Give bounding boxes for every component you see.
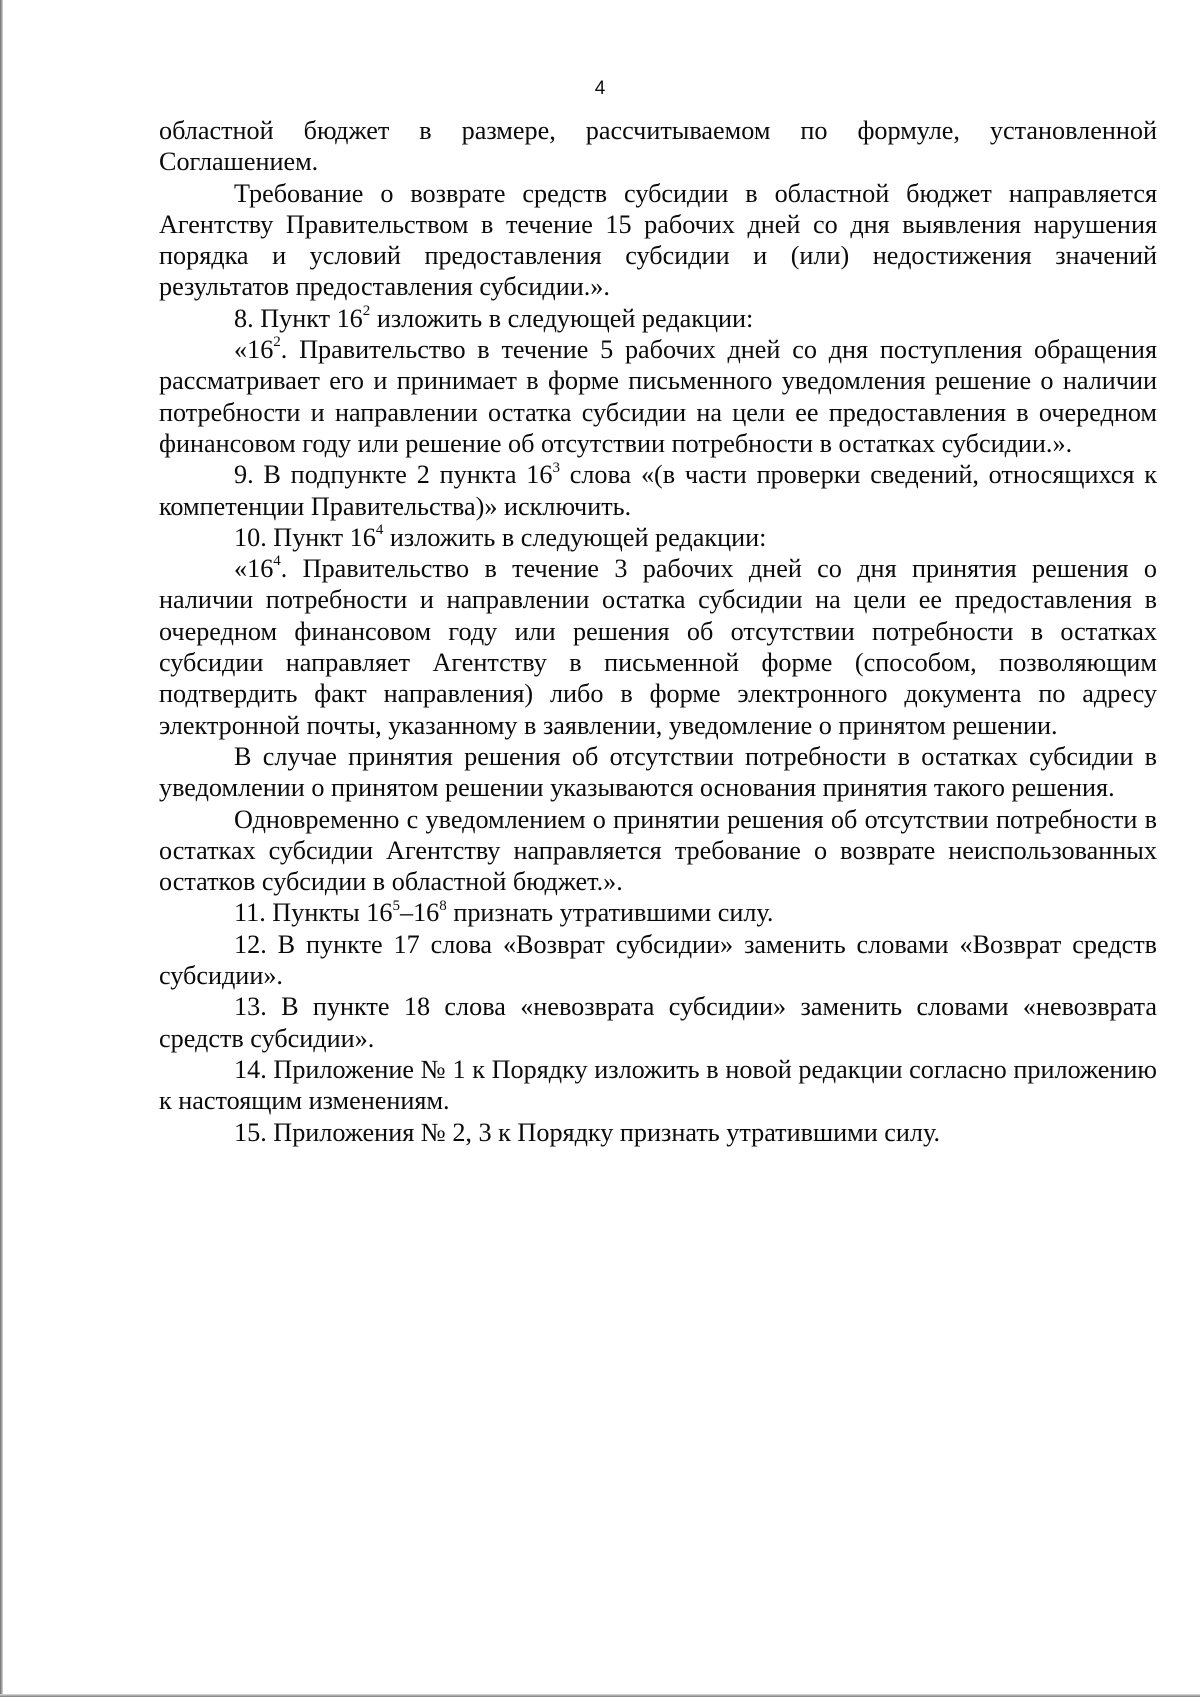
paragraph-p1 <box>159 115 1157 178</box>
paragraph-text: областной бюджет в размере, рассчитываемом по формуле, установленной Соглашением. <box>159 116 1157 177</box>
paragraph-p11 <box>159 929 1157 992</box>
superscript: 3 <box>552 459 560 476</box>
superscript: 2 <box>362 303 371 320</box>
page-number: 4 <box>594 78 606 99</box>
paragraph-text: 9. В подпункте 2 пункта 16 <box>234 460 553 490</box>
paragraph-text: В случае принятия решения об отсутствии потребности в остатках субсидии в уведомлении о принятом решении указываются основания принятия такого решения. <box>159 741 1157 803</box>
paragraph-text: . Правительство в течение 3 рабочих дней со дня принятия решения о наличии потребности и направлении остатка субсидии на цели ее предоставления в очередном финансовом году или решения об отсутствии потребности в остатках субсидии направляет Агентству в письменной форме (способом, позволяющим подтвердить факт направления) либо в форме электронного документа по адресу электронной почты, указанному в заявлении, уведомление о принятом решении. <box>159 554 1157 740</box>
paragraph-text: «16 <box>234 554 274 584</box>
paragraph-text: . Правительство в течение 5 рабочих дней со дня поступления обращения рассматривает его и принимает в форме письменного уведомления решение о наличии потребности и направлении остатка субсидии на цели ее предоставления в очередном финансовом году или решение об отсутствии потребности в остатках субсидии.». <box>159 335 1157 458</box>
paragraph-p10 <box>159 897 1157 928</box>
paragraph-p7 <box>159 553 1157 741</box>
document-body <box>159 115 1157 1148</box>
paragraph-text: «16 <box>234 335 274 365</box>
superscript: 2 <box>273 334 281 351</box>
scan-edge-left <box>0 0 3 1697</box>
paragraph-p5 <box>159 459 1157 522</box>
paragraph-text: Требование о возврате средств субсидии в областной бюджет направляется Агентству Правительством в течение 15 рабочих дней со дня выявления нарушения порядка и условий предоставления субсидии и (или) недостижения значений результатов предоставления субсидии.». <box>159 178 1157 302</box>
superscript: 4 <box>273 553 281 570</box>
paragraph-p3 <box>159 303 1157 334</box>
paragraph-p4 <box>159 334 1157 459</box>
paragraph-text: 8. Пункт 16 <box>234 303 363 333</box>
paragraph-text: 14. Приложение № 1 к Порядку изложить в новой редакции согласно приложению к настоящим изменениям. <box>159 1054 1157 1116</box>
paragraph-text: признать утратившими силу. <box>446 898 774 928</box>
paragraph-p14 <box>159 1117 1157 1148</box>
superscript: 8 <box>439 897 447 914</box>
superscript: 4 <box>375 522 384 539</box>
paragraph-text: 10. Пункт 16 <box>234 522 376 552</box>
paragraph-p8 <box>159 741 1157 804</box>
paragraph-text: изложить в следующей редакции: <box>383 522 767 552</box>
paragraph-p6 <box>159 522 1157 553</box>
paragraph-text: 15. Приложения № 2, 3 к Порядку признать утратившими силу. <box>234 1117 941 1147</box>
paragraph-p13 <box>159 1054 1157 1117</box>
paragraph-text: 13. В пункте 18 слова «невозврата субсидии» заменить словами «невозврата средств субсидии». <box>159 992 1157 1053</box>
paragraph-text: 12. В пункте 17 слова «Возврат субсидии» заменить словами «Возврат средств субсидии». <box>159 929 1157 991</box>
paragraph-text: 11. Пункты 16 <box>234 898 393 928</box>
paragraph-text: Одновременно с уведомлением о принятии решения об отсутствии потребности в остатках субсидии Агентству направляется требование о возврате неиспользованных остатков субсидии в областной бюджет.». <box>159 804 1157 897</box>
paragraph-text: изложить в следующей редакции: <box>370 303 754 333</box>
paragraph-text: –16 <box>399 898 440 928</box>
paragraph-p12 <box>159 991 1157 1054</box>
paragraph-p9 <box>159 804 1157 898</box>
paragraph-p2 <box>159 178 1157 303</box>
superscript: 5 <box>392 897 400 914</box>
paragraph-text: слова «(в части проверки сведений, относящихся к компетенции Правительства)» исключить. <box>159 460 1157 521</box>
